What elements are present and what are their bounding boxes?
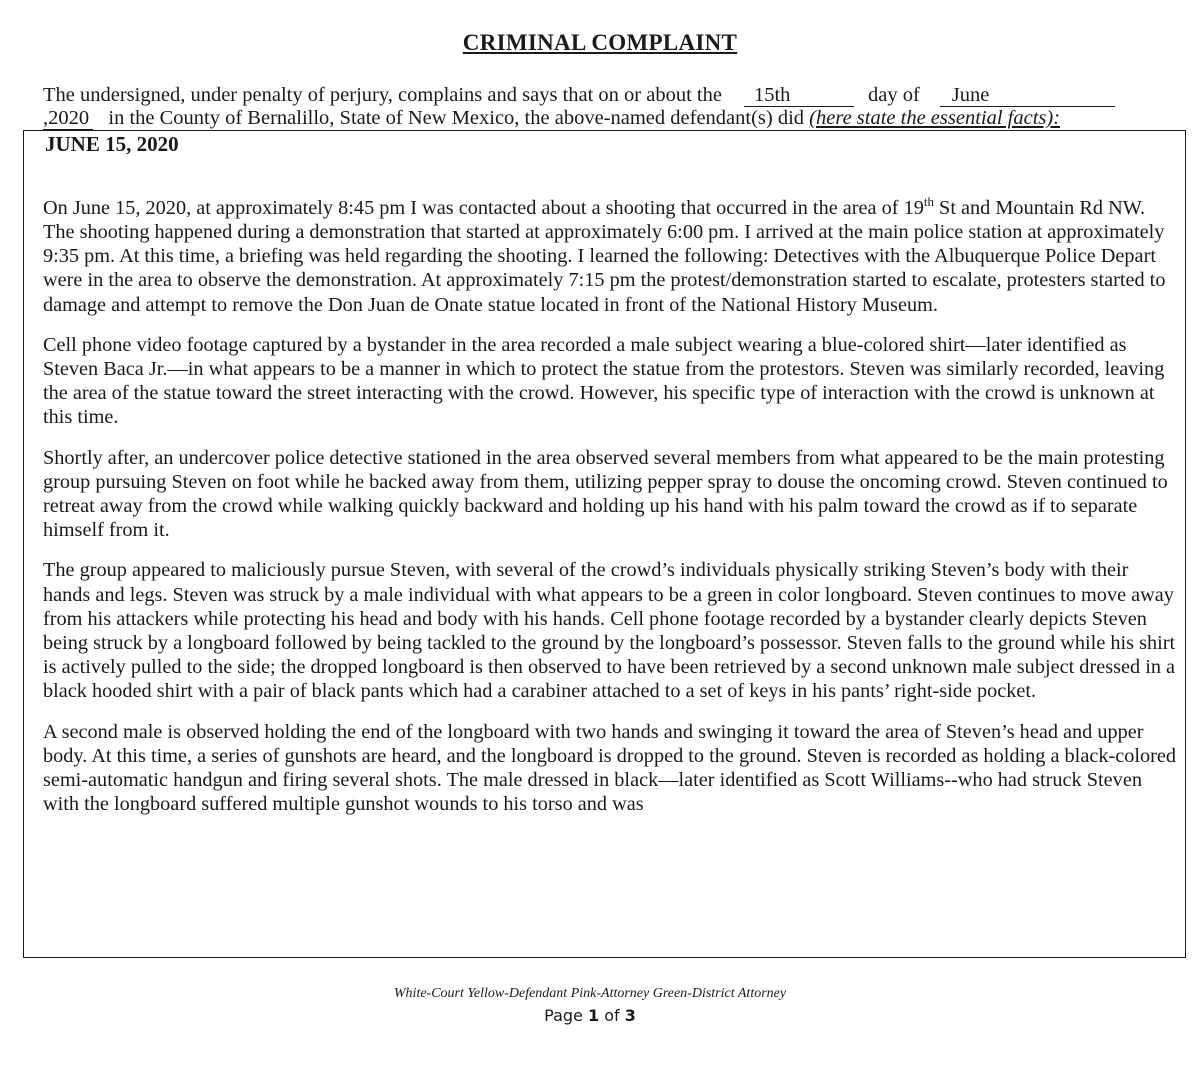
page-current: 1 [587,1006,600,1025]
intro-italic-instruction: (here state the essential facts): [809,107,1061,129]
page-indicator [0,1006,1180,1025]
page-total: 3 [624,1006,636,1025]
facts-paragraph-1: On June 15, 2020, at approximately 8:45 pm I was contacted about a shooting that occurred in the area of 19th St and Mountain Rd NW. The shooting happened during a demonstration that started at approximately 6:00 pm. I arrived at the main police station at approximately 9:35 pm. At this time, a briefing was held regarding the shooting. I learned the following: Detectives with the Albuquerque Police Depart were in the area to observe the demonstration. At approximately 7:15 pm the protest/demonstration started to escalate, protesters started to damage and attempt to remove the Don Juan de Onate statue located in front of the National History Museum. [43,194,1166,316]
day-of-label: day of [867,84,920,106]
facts-paragraph-5: A second male is observed holding the end of the longboard with two hands and swinging it toward the area of Steven’s head and upper body. At this time, a series of gunshots are heard, and the longboard is dropped to the ground. Steven is recorded as holding a black-colored semi-automatic handgun and firing several shots. The male dressed in black—later identified as Scott Williams--who had struck Steven with the longboard suffered multiple gunshot wounds to his torso and was [43,720,1177,816]
day-field: 15th [744,85,854,107]
intro-line-2 [43,107,1193,130]
facts-paragraph-2: Cell phone video footage captured by a bystander in the area recorded a male subject wearing a blue-colored shirt—later identified as Steven Baca Jr.—in what appears to be a manner in which to protect the statue from the protestors. Steven was similarly recorded, leaving the area of the statue toward the street interacting with the crowd. However, his specific type of interaction with the crowd is unknown at this time. [43,333,1165,429]
copy-distribution-note: White-Court Yellow-Defendant Pink-Attorney Green-District Attorney [393,986,787,1001]
year-field: ,2020 [43,108,93,130]
facts-body [43,190,1178,832]
intro-prefix: The undersigned, under penalty of perjury, complains and says that on or about the [43,84,722,106]
page-of-label: of [604,1006,620,1025]
facts-paragraph-3: Shortly after, an undercover police detective stationed in the area observed several members from what appeared to be the main protesting group pursuing Steven on foot while he backed away from them, utilizing pepper spray to douse the oncoming crowd. Steven continued to retreat away from the crowd while walking quickly backward and holding up his hand with his palm toward the crowd as if to separate himself from it. [43,446,1168,542]
page-label: Page [544,1006,583,1025]
intro-county-text: in the County of Bernalillo, State of New Mexico, the above-named defendant(s) did [108,107,805,129]
facts-date-heading: JUNE 15, 2020 [45,132,179,156]
facts-paragraph-4: The group appeared to maliciously pursue Steven, with several of the crowd’s individuals physically striking Steven’s body with their hands and legs. Steven was struck by a male individual with what appears to be a green in color longboard. Steven continues to move away from his attackers while protecting his head and body with his hands. Cell phone footage recorded by a bystander clearly depicts Steven being struck by a longboard followed by being tackled to the ground by the longboard’s possessor. Steven falls to the ground while his shirt is actively pulled to the side; the dropped longboard is then observed to have been retrieved by a second unknown male subject dressed in a black hooded shirt with a pair of black pants which had a carabiner attached to a set of keys in his pants’ right-side pocket. [43,559,1176,703]
document-title: CRIMINAL COMPLAINT [462,30,738,55]
intro-line-1 [43,84,1193,107]
month-field: June [940,85,1115,107]
